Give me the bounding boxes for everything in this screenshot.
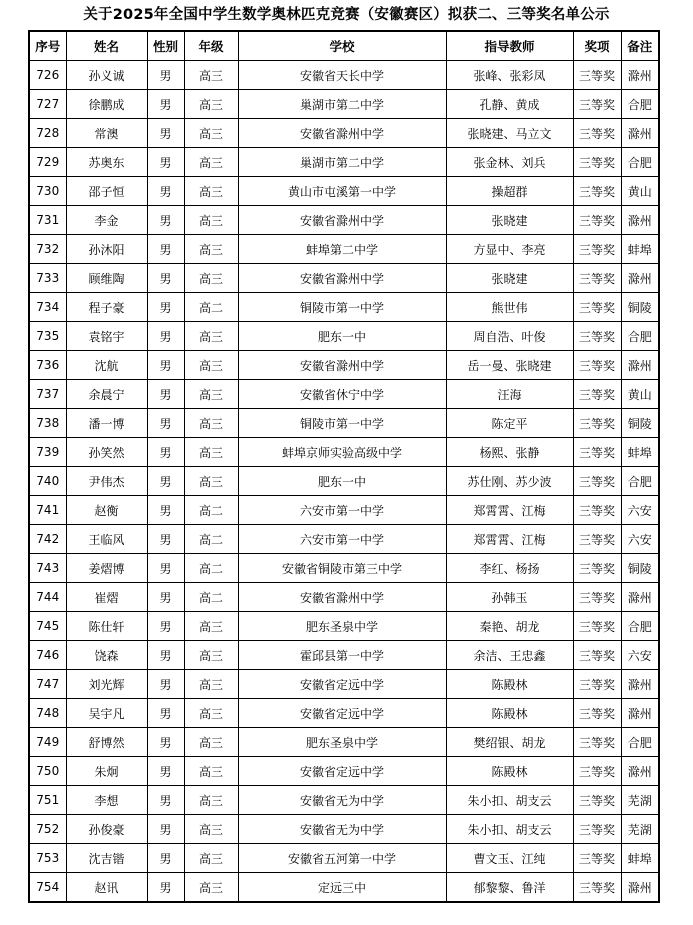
gender-cell: 男 bbox=[147, 699, 184, 728]
serial-cell: 739 bbox=[29, 438, 66, 467]
grade-cell: 高三 bbox=[184, 873, 238, 903]
serial-cell: 742 bbox=[29, 525, 66, 554]
school-cell: 六安市第一中学 bbox=[238, 525, 446, 554]
name-cell: 孙义诚 bbox=[66, 61, 147, 90]
school-cell: 安徽省滁州中学 bbox=[238, 583, 446, 612]
remark-cell: 合肥 bbox=[621, 612, 659, 641]
serial-cell: 743 bbox=[29, 554, 66, 583]
grade-cell: 高三 bbox=[184, 119, 238, 148]
serial-cell: 751 bbox=[29, 786, 66, 815]
remark-cell: 铜陵 bbox=[621, 293, 659, 322]
serial-cell: 750 bbox=[29, 757, 66, 786]
gender-cell: 男 bbox=[147, 409, 184, 438]
column-header-name: 姓名 bbox=[66, 31, 147, 61]
gender-cell: 男 bbox=[147, 467, 184, 496]
serial-cell: 746 bbox=[29, 641, 66, 670]
serial-cell: 752 bbox=[29, 815, 66, 844]
serial-cell: 728 bbox=[29, 119, 66, 148]
name-cell: 尹伟杰 bbox=[66, 467, 147, 496]
table-row bbox=[29, 873, 659, 903]
grade-cell: 高三 bbox=[184, 757, 238, 786]
grade-cell: 高三 bbox=[184, 728, 238, 757]
grade-cell: 高三 bbox=[184, 815, 238, 844]
gender-cell: 男 bbox=[147, 119, 184, 148]
serial-cell: 741 bbox=[29, 496, 66, 525]
table-row bbox=[29, 525, 659, 554]
serial-cell: 727 bbox=[29, 90, 66, 119]
serial-cell: 753 bbox=[29, 844, 66, 873]
award-cell: 三等奖 bbox=[573, 467, 621, 496]
remark-cell: 滁州 bbox=[621, 670, 659, 699]
gender-cell: 男 bbox=[147, 148, 184, 177]
remark-cell: 滁州 bbox=[621, 873, 659, 903]
serial-cell: 754 bbox=[29, 873, 66, 903]
school-cell: 安徽省滁州中学 bbox=[238, 119, 446, 148]
teacher-cell: 张晓建 bbox=[446, 264, 573, 293]
gender-cell: 男 bbox=[147, 496, 184, 525]
award-cell: 三等奖 bbox=[573, 525, 621, 554]
teacher-cell: 张晓建、马立文 bbox=[446, 119, 573, 148]
column-header-award: 奖项 bbox=[573, 31, 621, 61]
grade-cell: 高三 bbox=[184, 670, 238, 699]
school-cell: 安徽省五河第一中学 bbox=[238, 844, 446, 873]
name-cell: 赵衡 bbox=[66, 496, 147, 525]
grade-cell: 高三 bbox=[184, 148, 238, 177]
school-cell: 安徽省休宁中学 bbox=[238, 380, 446, 409]
gender-cell: 男 bbox=[147, 380, 184, 409]
remark-cell: 芜湖 bbox=[621, 815, 659, 844]
name-cell: 赵讯 bbox=[66, 873, 147, 903]
award-cell: 三等奖 bbox=[573, 786, 621, 815]
name-cell: 孙沐阳 bbox=[66, 235, 147, 264]
school-cell: 安徽省滁州中学 bbox=[238, 351, 446, 380]
grade-cell: 高三 bbox=[184, 641, 238, 670]
name-cell: 李金 bbox=[66, 206, 147, 235]
remark-cell: 合肥 bbox=[621, 90, 659, 119]
gender-cell: 男 bbox=[147, 641, 184, 670]
award-cell: 三等奖 bbox=[573, 264, 621, 293]
name-cell: 顾维陶 bbox=[66, 264, 147, 293]
table-row bbox=[29, 148, 659, 177]
gender-cell: 男 bbox=[147, 873, 184, 903]
school-cell: 巢湖市第二中学 bbox=[238, 148, 446, 177]
table-row bbox=[29, 380, 659, 409]
award-cell: 三等奖 bbox=[573, 322, 621, 351]
gender-cell: 男 bbox=[147, 554, 184, 583]
column-header-school: 学校 bbox=[238, 31, 446, 61]
teacher-cell: 苏仕刚、苏少波 bbox=[446, 467, 573, 496]
serial-cell: 726 bbox=[29, 61, 66, 90]
table-row bbox=[29, 728, 659, 757]
teacher-cell: 曹文玉、江纯 bbox=[446, 844, 573, 873]
award-list-table bbox=[28, 30, 660, 903]
school-cell: 安徽省无为中学 bbox=[238, 786, 446, 815]
name-cell: 朱炯 bbox=[66, 757, 147, 786]
name-cell: 舒博然 bbox=[66, 728, 147, 757]
name-cell: 刘光辉 bbox=[66, 670, 147, 699]
school-cell: 安徽省铜陵市第三中学 bbox=[238, 554, 446, 583]
gender-cell: 男 bbox=[147, 264, 184, 293]
teacher-cell: 陈殿林 bbox=[446, 699, 573, 728]
award-cell: 三等奖 bbox=[573, 380, 621, 409]
table-row bbox=[29, 438, 659, 467]
name-cell: 陈仕轩 bbox=[66, 612, 147, 641]
gender-cell: 男 bbox=[147, 177, 184, 206]
remark-cell: 滁州 bbox=[621, 757, 659, 786]
award-cell: 三等奖 bbox=[573, 670, 621, 699]
name-cell: 沈吉锴 bbox=[66, 844, 147, 873]
teacher-cell: 陈殿林 bbox=[446, 670, 573, 699]
table-row bbox=[29, 844, 659, 873]
grade-cell: 高二 bbox=[184, 583, 238, 612]
teacher-cell: 张峰、张彩凤 bbox=[446, 61, 573, 90]
award-cell: 三等奖 bbox=[573, 438, 621, 467]
teacher-cell: 孙韩玉 bbox=[446, 583, 573, 612]
remark-cell: 合肥 bbox=[621, 728, 659, 757]
award-cell: 三等奖 bbox=[573, 148, 621, 177]
school-cell: 黄山市屯溪第一中学 bbox=[238, 177, 446, 206]
remark-cell: 合肥 bbox=[621, 148, 659, 177]
grade-cell: 高三 bbox=[184, 467, 238, 496]
award-cell: 三等奖 bbox=[573, 641, 621, 670]
grade-cell: 高二 bbox=[184, 525, 238, 554]
award-cell: 三等奖 bbox=[573, 351, 621, 380]
gender-cell: 男 bbox=[147, 670, 184, 699]
serial-cell: 735 bbox=[29, 322, 66, 351]
school-cell: 六安市第一中学 bbox=[238, 496, 446, 525]
serial-cell: 740 bbox=[29, 467, 66, 496]
name-cell: 余晨宁 bbox=[66, 380, 147, 409]
serial-cell: 734 bbox=[29, 293, 66, 322]
gender-cell: 男 bbox=[147, 438, 184, 467]
grade-cell: 高三 bbox=[184, 322, 238, 351]
teacher-cell: 陈殿林 bbox=[446, 757, 573, 786]
table-row bbox=[29, 467, 659, 496]
gender-cell: 男 bbox=[147, 206, 184, 235]
grade-cell: 高三 bbox=[184, 380, 238, 409]
name-cell: 崔熠 bbox=[66, 583, 147, 612]
school-cell: 定远三中 bbox=[238, 873, 446, 903]
table-row bbox=[29, 322, 659, 351]
name-cell: 程子豪 bbox=[66, 293, 147, 322]
name-cell: 沈航 bbox=[66, 351, 147, 380]
table-row bbox=[29, 351, 659, 380]
name-cell: 潘一博 bbox=[66, 409, 147, 438]
gender-cell: 男 bbox=[147, 728, 184, 757]
award-cell: 三等奖 bbox=[573, 699, 621, 728]
award-cell: 三等奖 bbox=[573, 757, 621, 786]
award-cell: 三等奖 bbox=[573, 844, 621, 873]
serial-cell: 737 bbox=[29, 380, 66, 409]
grade-cell: 高三 bbox=[184, 351, 238, 380]
school-cell: 安徽省定远中学 bbox=[238, 757, 446, 786]
name-cell: 常澳 bbox=[66, 119, 147, 148]
name-cell: 苏奥东 bbox=[66, 148, 147, 177]
grade-cell: 高三 bbox=[184, 612, 238, 641]
remark-cell: 蚌埠 bbox=[621, 844, 659, 873]
grade-cell: 高三 bbox=[184, 61, 238, 90]
teacher-cell: 秦艳、胡龙 bbox=[446, 612, 573, 641]
award-cell: 三等奖 bbox=[573, 873, 621, 903]
table-row bbox=[29, 612, 659, 641]
school-cell: 安徽省定远中学 bbox=[238, 670, 446, 699]
grade-cell: 高二 bbox=[184, 496, 238, 525]
remark-cell: 滁州 bbox=[621, 264, 659, 293]
teacher-cell: 张金林、刘兵 bbox=[446, 148, 573, 177]
teacher-cell: 郑霄霄、江梅 bbox=[446, 525, 573, 554]
gender-cell: 男 bbox=[147, 612, 184, 641]
remark-cell: 蚌埠 bbox=[621, 235, 659, 264]
school-cell: 巢湖市第二中学 bbox=[238, 90, 446, 119]
gender-cell: 男 bbox=[147, 583, 184, 612]
school-cell: 安徽省滁州中学 bbox=[238, 264, 446, 293]
table-row bbox=[29, 264, 659, 293]
table-header-row bbox=[29, 31, 659, 61]
serial-cell: 731 bbox=[29, 206, 66, 235]
remark-cell: 滁州 bbox=[621, 119, 659, 148]
table-row bbox=[29, 583, 659, 612]
gender-cell: 男 bbox=[147, 61, 184, 90]
remark-cell: 滁州 bbox=[621, 699, 659, 728]
grade-cell: 高三 bbox=[184, 264, 238, 293]
gender-cell: 男 bbox=[147, 235, 184, 264]
award-cell: 三等奖 bbox=[573, 612, 621, 641]
grade-cell: 高三 bbox=[184, 235, 238, 264]
teacher-cell: 熊世伟 bbox=[446, 293, 573, 322]
remark-cell: 芜湖 bbox=[621, 786, 659, 815]
teacher-cell: 岳一曼、张晓建 bbox=[446, 351, 573, 380]
teacher-cell: 汪海 bbox=[446, 380, 573, 409]
table-row bbox=[29, 815, 659, 844]
award-cell: 三等奖 bbox=[573, 206, 621, 235]
grade-cell: 高三 bbox=[184, 786, 238, 815]
remark-cell: 滁州 bbox=[621, 583, 659, 612]
school-cell: 安徽省定远中学 bbox=[238, 699, 446, 728]
award-cell: 三等奖 bbox=[573, 815, 621, 844]
teacher-cell: 樊绍银、胡龙 bbox=[446, 728, 573, 757]
serial-cell: 749 bbox=[29, 728, 66, 757]
serial-cell: 736 bbox=[29, 351, 66, 380]
table-row bbox=[29, 496, 659, 525]
teacher-cell: 周自浩、叶俊 bbox=[446, 322, 573, 351]
column-header-remark: 备注 bbox=[621, 31, 659, 61]
table-row bbox=[29, 409, 659, 438]
school-cell: 安徽省滁州中学 bbox=[238, 206, 446, 235]
award-cell: 三等奖 bbox=[573, 90, 621, 119]
gender-cell: 男 bbox=[147, 322, 184, 351]
column-header-gender: 性别 bbox=[147, 31, 184, 61]
award-cell: 三等奖 bbox=[573, 554, 621, 583]
teacher-cell: 郁黎黎、鲁洋 bbox=[446, 873, 573, 903]
table-row bbox=[29, 293, 659, 322]
award-cell: 三等奖 bbox=[573, 293, 621, 322]
school-cell: 安徽省无为中学 bbox=[238, 815, 446, 844]
award-cell: 三等奖 bbox=[573, 177, 621, 206]
serial-cell: 729 bbox=[29, 148, 66, 177]
award-cell: 三等奖 bbox=[573, 583, 621, 612]
serial-cell: 738 bbox=[29, 409, 66, 438]
serial-cell: 744 bbox=[29, 583, 66, 612]
gender-cell: 男 bbox=[147, 786, 184, 815]
table-row bbox=[29, 206, 659, 235]
remark-cell: 六安 bbox=[621, 641, 659, 670]
serial-cell: 732 bbox=[29, 235, 66, 264]
teacher-cell: 郑霄霄、江梅 bbox=[446, 496, 573, 525]
grade-cell: 高三 bbox=[184, 438, 238, 467]
name-cell: 饶森 bbox=[66, 641, 147, 670]
table-row bbox=[29, 554, 659, 583]
grade-cell: 高三 bbox=[184, 177, 238, 206]
page-title: 关于2025年全国中学生数学奥林匹克竞赛（安徽赛区）拟获二、三等奖名单公示 bbox=[83, 7, 610, 23]
serial-cell: 748 bbox=[29, 699, 66, 728]
table-row bbox=[29, 641, 659, 670]
school-cell: 霍邱县第一中学 bbox=[238, 641, 446, 670]
name-cell: 袁铭宇 bbox=[66, 322, 147, 351]
column-header-grade: 年级 bbox=[184, 31, 238, 61]
name-cell: 邵子恒 bbox=[66, 177, 147, 206]
award-cell: 三等奖 bbox=[573, 119, 621, 148]
table-row bbox=[29, 119, 659, 148]
award-cell: 三等奖 bbox=[573, 235, 621, 264]
teacher-cell: 余洁、王忠鑫 bbox=[446, 641, 573, 670]
name-cell: 吴宇凡 bbox=[66, 699, 147, 728]
name-cell: 徐鹏成 bbox=[66, 90, 147, 119]
gender-cell: 男 bbox=[147, 90, 184, 119]
award-cell: 三等奖 bbox=[573, 409, 621, 438]
school-cell: 安徽省天长中学 bbox=[238, 61, 446, 90]
remark-cell: 六安 bbox=[621, 525, 659, 554]
gender-cell: 男 bbox=[147, 351, 184, 380]
remark-cell: 滁州 bbox=[621, 206, 659, 235]
grade-cell: 高二 bbox=[184, 554, 238, 583]
school-cell: 铜陵市第一中学 bbox=[238, 409, 446, 438]
school-cell: 铜陵市第一中学 bbox=[238, 293, 446, 322]
name-cell: 孙笑然 bbox=[66, 438, 147, 467]
gender-cell: 男 bbox=[147, 757, 184, 786]
teacher-cell: 张晓建 bbox=[446, 206, 573, 235]
remark-cell: 黄山 bbox=[621, 177, 659, 206]
column-header-serial: 序号 bbox=[29, 31, 66, 61]
school-cell: 肥东一中 bbox=[238, 322, 446, 351]
grade-cell: 高三 bbox=[184, 409, 238, 438]
grade-cell: 高三 bbox=[184, 699, 238, 728]
school-cell: 蚌埠第二中学 bbox=[238, 235, 446, 264]
table-row bbox=[29, 757, 659, 786]
teacher-cell: 朱小扣、胡支云 bbox=[446, 786, 573, 815]
remark-cell: 黄山 bbox=[621, 380, 659, 409]
award-cell: 三等奖 bbox=[573, 728, 621, 757]
teacher-cell: 杨熙、张静 bbox=[446, 438, 573, 467]
name-cell: 李想 bbox=[66, 786, 147, 815]
table-row bbox=[29, 670, 659, 699]
remark-cell: 铜陵 bbox=[621, 409, 659, 438]
table-row bbox=[29, 90, 659, 119]
table-row bbox=[29, 177, 659, 206]
grade-cell: 高三 bbox=[184, 90, 238, 119]
remark-cell: 滁州 bbox=[621, 351, 659, 380]
gender-cell: 男 bbox=[147, 525, 184, 554]
name-cell: 孙俊豪 bbox=[66, 815, 147, 844]
remark-cell: 滁州 bbox=[621, 61, 659, 90]
grade-cell: 高三 bbox=[184, 206, 238, 235]
name-cell: 王临风 bbox=[66, 525, 147, 554]
school-cell: 蚌埠京师实验高级中学 bbox=[238, 438, 446, 467]
teacher-cell: 方显中、李亮 bbox=[446, 235, 573, 264]
serial-cell: 733 bbox=[29, 264, 66, 293]
teacher-cell: 朱小扣、胡支云 bbox=[446, 815, 573, 844]
school-cell: 肥东一中 bbox=[238, 467, 446, 496]
award-cell: 三等奖 bbox=[573, 496, 621, 525]
grade-cell: 高三 bbox=[184, 844, 238, 873]
name-cell: 姜熠博 bbox=[66, 554, 147, 583]
grade-cell: 高二 bbox=[184, 293, 238, 322]
remark-cell: 蚌埠 bbox=[621, 438, 659, 467]
table-row bbox=[29, 61, 659, 90]
teacher-cell: 操超群 bbox=[446, 177, 573, 206]
teacher-cell: 孔静、黄成 bbox=[446, 90, 573, 119]
gender-cell: 男 bbox=[147, 293, 184, 322]
school-cell: 肥东圣泉中学 bbox=[238, 612, 446, 641]
table-row bbox=[29, 786, 659, 815]
gender-cell: 男 bbox=[147, 844, 184, 873]
remark-cell: 合肥 bbox=[621, 322, 659, 351]
table-row bbox=[29, 235, 659, 264]
serial-cell: 730 bbox=[29, 177, 66, 206]
serial-cell: 745 bbox=[29, 612, 66, 641]
table-row bbox=[29, 699, 659, 728]
school-cell: 肥东圣泉中学 bbox=[238, 728, 446, 757]
award-cell: 三等奖 bbox=[573, 61, 621, 90]
remark-cell: 铜陵 bbox=[621, 554, 659, 583]
remark-cell: 合肥 bbox=[621, 467, 659, 496]
serial-cell: 747 bbox=[29, 670, 66, 699]
teacher-cell: 陈定平 bbox=[446, 409, 573, 438]
teacher-cell: 李红、杨扬 bbox=[446, 554, 573, 583]
gender-cell: 男 bbox=[147, 815, 184, 844]
remark-cell: 六安 bbox=[621, 496, 659, 525]
column-header-teacher: 指导教师 bbox=[446, 31, 573, 61]
